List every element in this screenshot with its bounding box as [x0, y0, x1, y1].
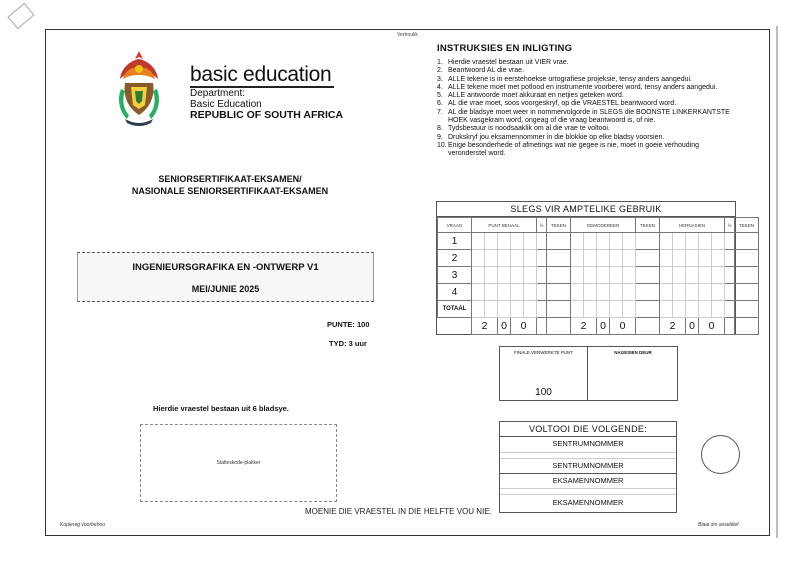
moderated-digit: 0 [597, 318, 610, 335]
instruction-item: 6. AL die vrae moet, soos voorgeskryf, op die VRAESTEL beantwoord word. [437, 100, 677, 108]
complete-following-heading: VOLTOOI DIE VOLGENDE: [500, 422, 676, 437]
table-row [438, 284, 759, 301]
question-number: 4 [438, 284, 472, 301]
table-row [438, 233, 759, 250]
instruction-item: 2. Beantwoord AL die vrae. [437, 67, 525, 75]
copyright-note: Kopiereg voorbehou [60, 522, 106, 528]
remarked-digit: 2 [660, 318, 686, 335]
coat-of-arms-icon [115, 49, 163, 129]
instruction-item: 9. Drukskryf jou eksamennommer in die blokkie op elke bladsy voorsien. [437, 133, 665, 141]
complete-following-box [499, 421, 677, 513]
table-row [438, 267, 759, 284]
instructions-heading: INSTRUKSIES EN INLIGTING [437, 43, 573, 54]
total-label: TOTAAL [438, 301, 472, 318]
country-name: REPUBLIC OF SOUTH AFRICA [190, 109, 344, 121]
exam-number-label: EKSAMENNOMMER [552, 498, 624, 507]
department-line2: Basic Education [190, 99, 262, 110]
instruction-item: 10. Enige besonderhede of afmetings wat nie gegee is nie, moet in goeie verhouding veronderstel word. [437, 141, 700, 158]
moderated-digit: 0 [610, 318, 636, 335]
exam-number-label: EKSAMENNOMMER [552, 476, 624, 485]
question-number: 2 [438, 250, 472, 267]
col-hernasien: HERNASIEN [660, 218, 725, 233]
col-gemodereer: GEMODEREER [571, 218, 636, 233]
fold-warning: MOENIE DIE VRAESTEL IN DIE HELFTE VOU NIE. [305, 507, 492, 516]
final-marks-value: 100 [535, 387, 552, 398]
subject-box [77, 252, 374, 302]
col-vraag: VRAAG [438, 218, 472, 233]
col-teken-3: TEKEN [735, 218, 759, 233]
col-teken-2: TEKEN [636, 218, 660, 233]
confidential-label: Vertroulik [397, 32, 418, 38]
instruction-item: 5. ALLE antwoorde moet akkuraat en netjies geteken word. [437, 92, 624, 100]
instruction-item: 7. AL die bladsye moet weer in nommervolgorde in SLEGS die BOONSTE LINKERKANTSTE HOEK vasgekram word, ongeag of die vraag beantwoord is, of nie. [437, 108, 730, 125]
instructions-list [437, 59, 737, 159]
marks-label: PUNTE: 100 [327, 320, 370, 329]
subject-title: INGENIEURSGRAFIKA EN -ONTWERP V1 [132, 262, 319, 273]
centre-number-label: SENTRUMNOMMER [552, 439, 624, 448]
moderated-digit: 2 [571, 318, 597, 335]
instruction-item: 3. ALLE tekene is in eerstehoekse ortografiese projeksie, tensy anders aangedui. [437, 75, 692, 83]
total-digit: 0 [498, 318, 511, 335]
checked-by-label: NAGESIEN DEUR [614, 350, 652, 355]
department-line1: Department: [190, 88, 246, 99]
centre-number-label: SENTRUMNOMMER [552, 461, 624, 470]
time-label: TYD: 3 uur [329, 339, 367, 348]
exam-title-line2: NASIONALE SENIORSERTIFIKAAT-EKSAMEN [131, 185, 329, 196]
total-digit: 2 [472, 318, 498, 335]
corner-stamp-icon [7, 3, 34, 29]
official-use-box [436, 201, 754, 335]
final-marks-cell [500, 347, 588, 400]
turn-over-note: Blaai om asseblief [698, 522, 739, 528]
stamp-circle [701, 435, 740, 474]
department-block [190, 88, 343, 121]
brand-name: basic education [190, 63, 332, 86]
question-number: 3 [438, 267, 472, 284]
col-half-2: ½ [725, 218, 735, 233]
pages-note: Hierdie vraestel bestaan uit 6 bladsye. [153, 404, 289, 413]
table-row-digits [438, 318, 759, 335]
barcode-label: Stafieskode-plakker [216, 460, 261, 466]
official-use-heading: SLEGS VIR AMPTELIKE GEBRUIK [437, 202, 735, 217]
question-number: 1 [438, 233, 472, 250]
total-digit: 0 [511, 318, 537, 335]
col-half: ½ [537, 218, 547, 233]
table-row-total [438, 301, 759, 318]
instruction-item: 1. Hierdie vraestel bestaan uit VIER vrae. [437, 59, 569, 66]
instruction-item: 4. ALLE tekene moet met potlood en instrumente voorberei word, tensy anders aangedui. [437, 83, 718, 91]
exam-title-line1: SENIORSERTIFIKAAT-EKSAMEN/ [158, 174, 302, 184]
final-marks-label: FINALE VERWERKTE PUNT [514, 350, 573, 355]
table-row [438, 250, 759, 267]
final-marks-box [499, 346, 678, 401]
scan-edge [776, 26, 778, 538]
exam-title [115, 174, 345, 197]
exam-session: MEI/JUNIE 2025 [191, 284, 260, 294]
remarked-digit: 0 [686, 318, 699, 335]
remarked-digit: 0 [699, 318, 725, 335]
table-header-row [438, 218, 759, 233]
col-teken: TEKEN [547, 218, 571, 233]
official-use-table [437, 217, 759, 335]
col-punt-behaal: PUNT BEHAAL [472, 218, 537, 233]
instruction-item: 8. Tydsbestuur is noodsaaklik om al die vrae te voltooi. [437, 125, 610, 133]
